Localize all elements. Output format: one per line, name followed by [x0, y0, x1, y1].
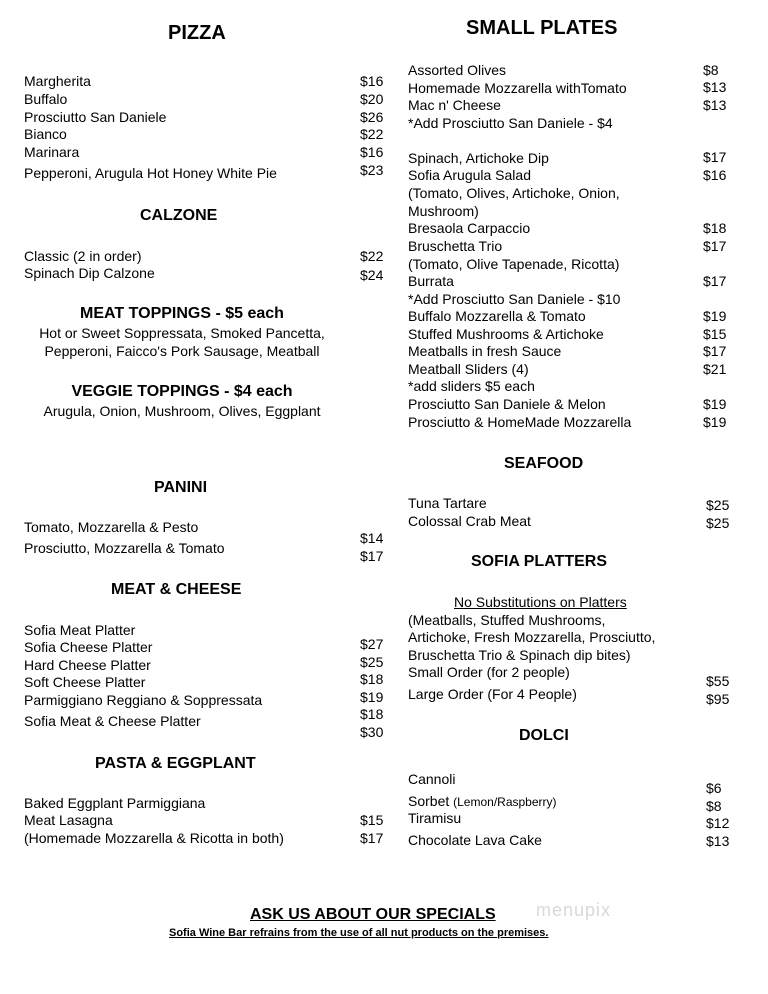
menu-item: Bresaola Carpaccio: [408, 220, 531, 236]
menu-price: $17: [703, 238, 727, 254]
menu-price: $18: [360, 671, 384, 687]
pizza-title: PIZZA: [168, 22, 226, 44]
menu-item: Buffalo: [24, 91, 68, 107]
menu-item: Meat Lasagna: [24, 812, 113, 828]
menu-price: $17: [360, 548, 384, 564]
meat-toppings-title: MEAT TOPPINGS - $5 each: [80, 305, 284, 322]
menu-price: $18: [360, 706, 384, 722]
menu-item: *Add Prosciutto San Daniele - $4: [408, 115, 613, 131]
menu-price: $21: [703, 361, 727, 377]
menu-price: $13: [706, 833, 730, 849]
menu-item: Hard Cheese Platter: [24, 657, 151, 673]
menu-item: Spinach Dip Calzone: [24, 265, 155, 281]
menu-item: (Homemade Mozzarella & Ricotta in both): [24, 830, 284, 846]
menu-item: Chocolate Lava Cake: [408, 832, 542, 848]
calzone-title: CALZONE: [140, 207, 218, 224]
meat-cheese-title: MEAT & CHEESE: [111, 581, 242, 598]
menu-item: Bruschetta Trio: [408, 238, 503, 254]
menu-price: $20: [360, 91, 384, 107]
menu-price: $22: [360, 248, 384, 264]
menu-price: $16: [703, 167, 727, 183]
menu-item: Sofia Cheese Platter: [24, 639, 153, 655]
sorbet-note: (Lemon/Raspberry): [453, 795, 557, 809]
menu-item: Small Order (for 2 people): [408, 664, 570, 680]
menu-price: $24: [360, 267, 384, 283]
menu-item: Margherita: [24, 73, 91, 89]
menu-price: $6: [706, 780, 722, 796]
menu-item: Stuffed Mushrooms & Artichoke: [408, 326, 604, 342]
menu-price: $55: [706, 673, 730, 689]
watermark: menupix: [536, 900, 612, 920]
panini-title: PANINI: [154, 479, 208, 496]
pasta-title: PASTA & EGGPLANT: [95, 755, 256, 772]
menu-item: Meatballs in fresh Sauce: [408, 343, 562, 359]
menu-item: Mac n' Cheese: [408, 97, 501, 113]
nut-notice: Sofia Wine Bar refrains from the use of all nut products on the premises.: [169, 927, 549, 939]
menu-item: Prosciutto San Daniele: [24, 109, 167, 125]
menu-price: $12: [706, 815, 730, 831]
meat-toppings-line: Pepperoni, Faicco's Pork Sausage, Meatball: [44, 343, 320, 359]
menu-price: $23: [360, 162, 384, 178]
menu-item: Parmiggiano Reggiano & Soppressata: [24, 692, 263, 708]
platters-note: No Substitutions on Platters: [454, 594, 627, 610]
menu-item: [408, 793, 557, 812]
veggie-toppings-line: Arugula, Onion, Mushroom, Olives, Eggplant: [43, 403, 321, 419]
menu-price: $25: [706, 497, 730, 513]
menu-item: Cannoli: [408, 771, 456, 787]
specials-notice: ASK US ABOUT OUR SPECIALS: [250, 906, 496, 923]
menu-price: $8: [703, 62, 719, 78]
menu-item: Pepperoni, Arugula Hot Honey White Pie: [24, 165, 277, 181]
menu-item: Spinach, Artichoke Dip: [408, 150, 549, 166]
menu-price: $17: [703, 273, 727, 289]
menu-item: Prosciutto San Daniele & Melon: [408, 396, 606, 412]
menu-item: Tomato, Mozzarella & Pesto: [24, 519, 199, 535]
menu-price: $8: [706, 798, 722, 814]
menu-item: Classic (2 in order): [24, 248, 142, 264]
menu-item: Soft Cheese Platter: [24, 674, 146, 690]
menu-item: Meatball Sliders (4): [408, 361, 529, 377]
menu-item: Tiramisu: [408, 810, 462, 826]
menu-price: $17: [703, 343, 727, 359]
menu-item: Mushroom): [408, 203, 479, 219]
menu-item: Sofia Arugula Salad: [408, 167, 531, 183]
menu-item: (Tomato, Olive Tapenade, Ricotta): [408, 256, 620, 272]
menu-item: Buffalo Mozzarella & Tomato: [408, 308, 586, 324]
menu-price: $30: [360, 724, 384, 740]
menu-price: $19: [360, 689, 384, 705]
menu-item: Large Order (For 4 People): [408, 686, 577, 702]
dolci-title: DOLCI: [519, 727, 569, 744]
menu-item: Colossal Crab Meat: [408, 513, 531, 529]
seafood-title: SEAFOOD: [504, 455, 584, 472]
menu-item: Sofia Meat Platter: [24, 622, 136, 638]
platters-desc: Bruschetta Trio & Spinach dip bites): [408, 647, 631, 663]
menu-item: Assorted Olives: [408, 62, 507, 78]
menu-price: $25: [706, 515, 730, 531]
platters-desc: (Meatballs, Stuffed Mushrooms,: [408, 612, 606, 628]
menu-price: $95: [706, 691, 730, 707]
menu-item: Marinara: [24, 144, 80, 160]
menu-item: (Tomato, Olives, Artichoke, Onion,: [408, 185, 620, 201]
platters-title: SOFIA PLATTERS: [471, 553, 607, 570]
menu-item: *add sliders $5 each: [408, 378, 535, 394]
menu-price: $16: [360, 73, 384, 89]
menu-item: Tuna Tartare: [408, 495, 487, 511]
menu-item: Bianco: [24, 126, 67, 142]
menu-item: Homemade Mozzarella withTomato: [408, 80, 627, 96]
menu-price: $25: [360, 654, 384, 670]
menu-price: $18: [703, 220, 727, 236]
menu-item: Burrata: [408, 273, 454, 289]
menu-item: Prosciutto, Mozzarella & Tomato: [24, 540, 225, 556]
menu-item: *Add Prosciutto San Daniele - $10: [408, 291, 621, 307]
menu-price: $15: [360, 812, 384, 828]
menu-item: Sofia Meat & Cheese Platter: [24, 713, 201, 729]
platters-desc: Artichoke, Fresh Mozzarella, Prosciutto,: [408, 629, 656, 645]
menu-item: Baked Eggplant Parmiggiana: [24, 795, 206, 811]
menu-price: $13: [703, 79, 727, 95]
small-plates-title: SMALL PLATES: [466, 17, 618, 39]
menu-price: $17: [703, 149, 727, 165]
menu-price: $19: [703, 308, 727, 324]
meat-toppings-line: Hot or Sweet Soppressata, Smoked Pancetta,: [39, 325, 325, 341]
veggie-toppings-title: VEGGIE TOPPINGS - $4 each: [71, 383, 293, 400]
menu-price: $17: [360, 830, 384, 846]
menu-price: $22: [360, 126, 384, 142]
menu-price: $19: [703, 396, 727, 412]
menu-price: $15: [703, 326, 727, 342]
menu-price: $13: [703, 97, 727, 113]
menu-price: $27: [360, 636, 384, 652]
menu-price: $16: [360, 144, 384, 160]
menu-price: $26: [360, 109, 384, 125]
menu-price: $14: [360, 530, 384, 546]
menu-item: Prosciutto & HomeMade Mozzarella: [408, 414, 632, 430]
menu-price: $19: [703, 414, 727, 430]
sorbet-label: Sorbet: [408, 793, 450, 809]
